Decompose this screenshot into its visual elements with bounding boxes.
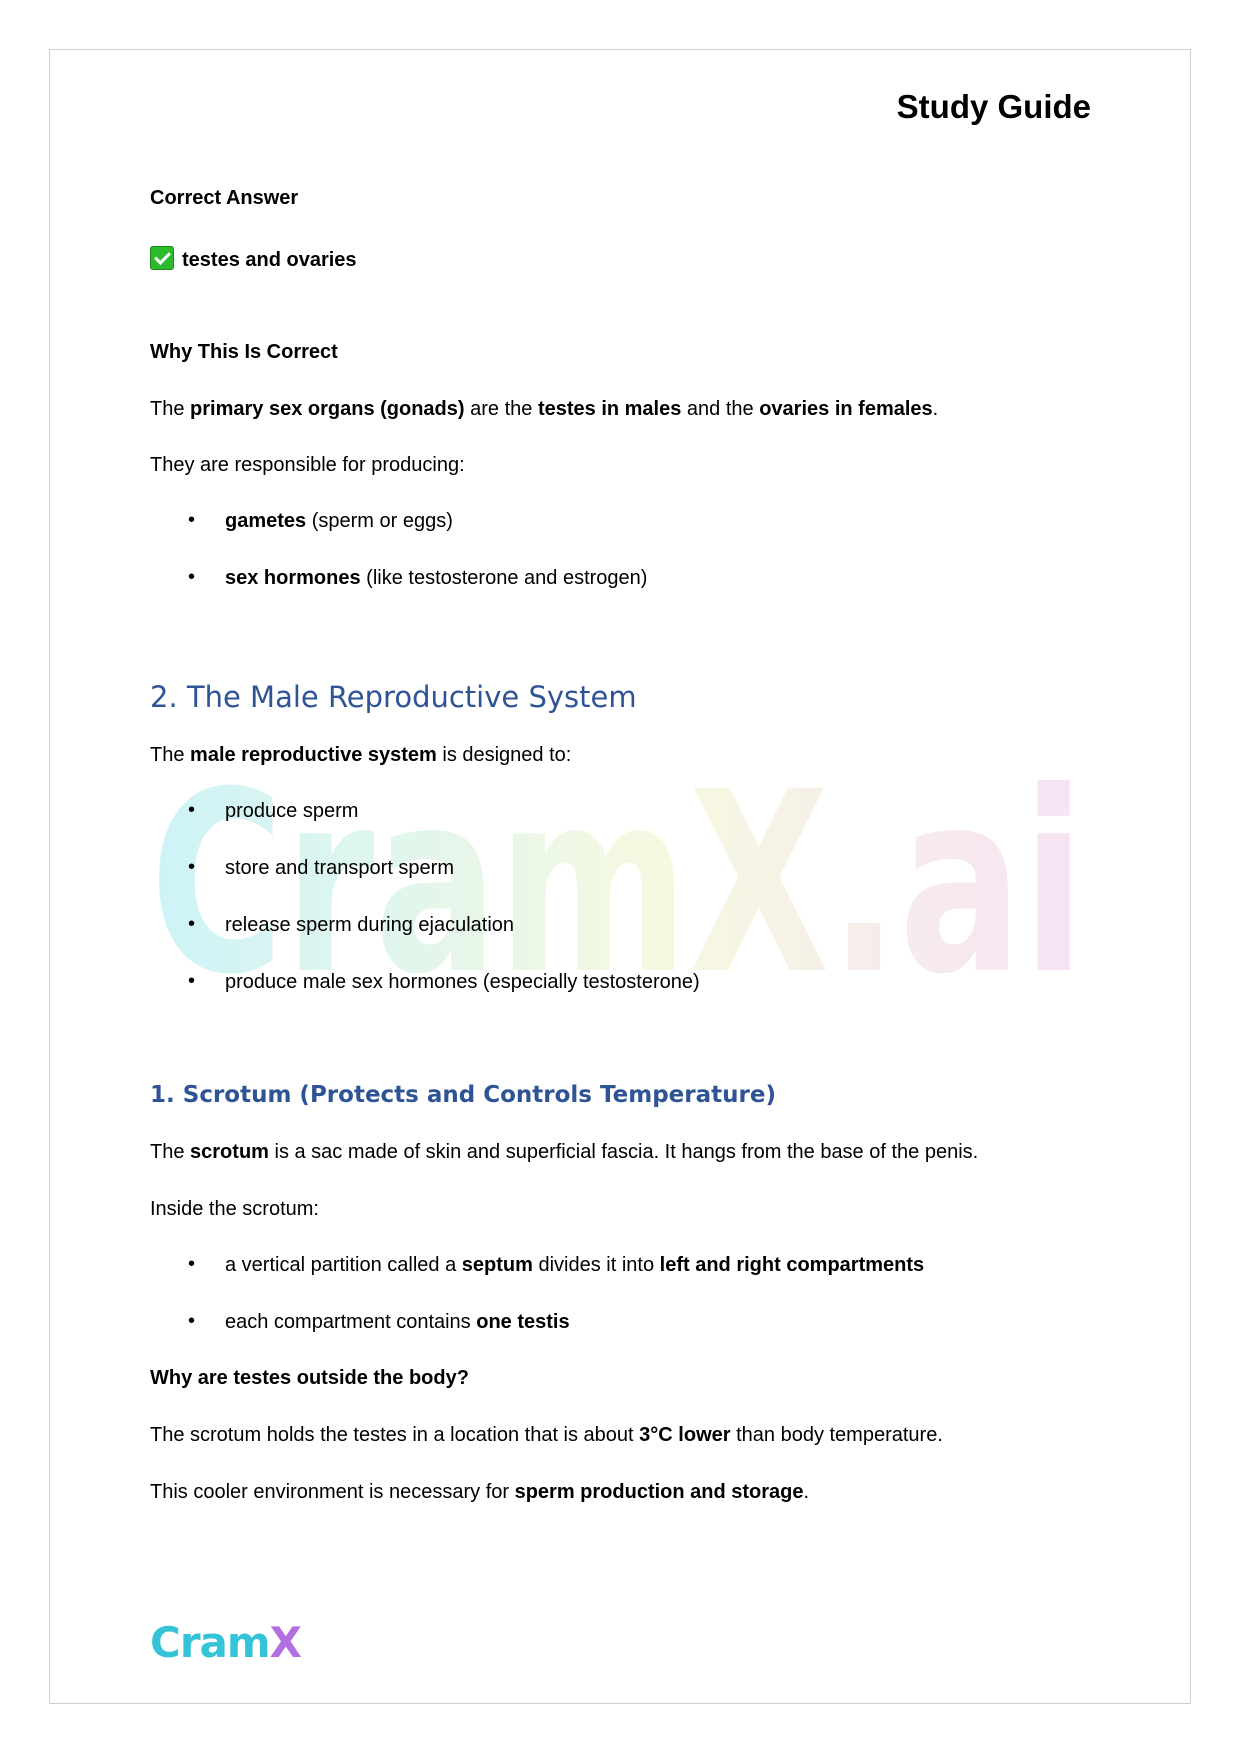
section-heading-scrotum: 1. Scrotum (Protects and Controls Temperature) — [150, 1082, 776, 1108]
page-frame — [49, 49, 1191, 1704]
list-item: produce male sex hormones (especially testosterone) — [225, 971, 700, 993]
list-item: each compartment contains one testis — [225, 1311, 570, 1333]
bullet-icon: • — [188, 1253, 196, 1275]
producing-paragraph: They are responsible for producing: — [150, 454, 465, 476]
temperature-paragraph: The scrotum holds the testes in a location that is about 3°C lower than body temperature. — [150, 1424, 943, 1446]
cramx-logo: CramX — [150, 1618, 302, 1667]
testes-question: Why are testes outside the body? — [150, 1367, 469, 1389]
bullet-icon: • — [188, 566, 196, 588]
gonads-paragraph: The primary sex organs (gonads) are the testes in males and the ovaries in females. — [150, 398, 939, 420]
scrotum-paragraph: The scrotum is a sac made of skin and superficial fascia. It hangs from the base of the penis. — [150, 1141, 979, 1163]
cooler-environment-paragraph: This cooler environment is necessary for sperm production and storage. — [150, 1481, 810, 1503]
list-item: gametes (sperm or eggs) — [225, 510, 453, 532]
inside-scrotum-paragraph: Inside the scrotum: — [150, 1198, 319, 1220]
section-heading-male-reproductive-system: 2. The Male Reproductive System — [150, 680, 637, 714]
bullet-icon: • — [188, 509, 196, 531]
bullet-icon: • — [188, 856, 196, 878]
list-item: sex hormones (like testosterone and estrogen) — [225, 567, 648, 589]
watermark-text: CramX.ai — [150, 760, 1085, 995]
list-item: store and transport sperm — [225, 857, 454, 879]
list-item: a vertical partition called a septum divides it into left and right compartments — [225, 1254, 925, 1276]
bullet-icon: • — [188, 913, 196, 935]
bullet-icon: • — [188, 1310, 196, 1332]
bullet-icon: • — [188, 970, 196, 992]
why-correct-heading: Why This Is Correct — [150, 341, 338, 363]
bullet-icon: • — [188, 799, 196, 821]
male-system-intro: The male reproductive system is designed to: — [150, 744, 572, 766]
correct-answer — [150, 246, 357, 272]
list-item: produce sperm — [225, 800, 359, 822]
page-title: Study Guide — [896, 88, 1091, 125]
list-item: release sperm during ejaculation — [225, 914, 515, 936]
check-mark-icon — [150, 246, 174, 270]
correct-answer-label: Correct Answer — [150, 187, 299, 209]
correct-answer-text: testes and ovaries — [182, 249, 357, 271]
